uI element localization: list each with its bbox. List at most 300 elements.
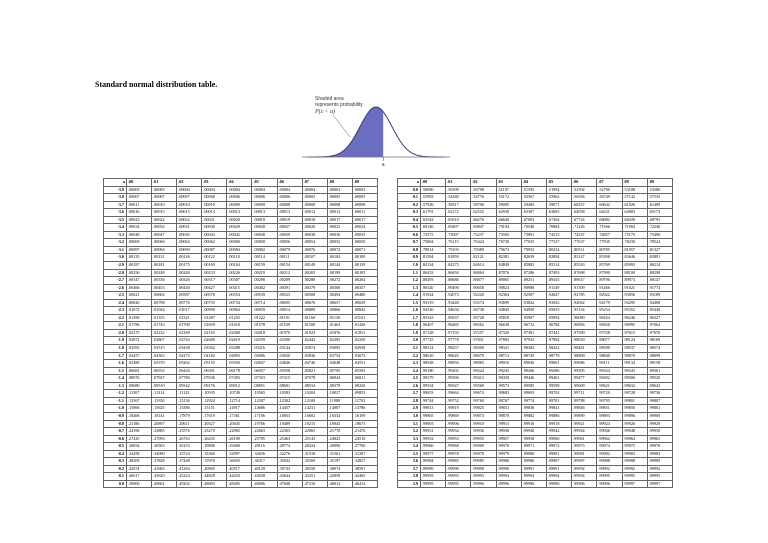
z-table-negative: [103, 178, 378, 488]
probability-cell: .97982: [546, 337, 571, 345]
header-col: .06: [572, 179, 597, 187]
probability-cell: .02938: [352, 345, 377, 353]
probability-cell: .77637: [572, 239, 597, 247]
probability-cell: .00005: [327, 194, 352, 202]
probability-cell: .00131: [152, 254, 177, 262]
probability-cell: .00006: [277, 194, 302, 202]
probability-cell: .64803: [622, 209, 647, 217]
probability-cell: .74537: [572, 231, 597, 239]
z-value-cell: -0.5: [104, 443, 127, 451]
z-value-cell: 3.4: [398, 443, 421, 451]
probability-cell: .00219: [252, 269, 277, 277]
probability-cell: .00010: [152, 201, 177, 209]
z-value-cell: -1.4: [104, 375, 127, 383]
probability-cell: .37448: [177, 458, 202, 466]
probability-cell: .04363: [152, 352, 177, 360]
header-col: .03: [496, 179, 521, 187]
probability-cell: .67003: [521, 216, 546, 224]
probability-cell: .65910: [446, 216, 471, 224]
probability-cell: .85083: [521, 262, 546, 270]
probability-cell: .99960: [546, 435, 571, 443]
probability-cell: .99861: [647, 405, 672, 413]
probability-cell: .01044: [152, 307, 177, 315]
probability-cell: .83891: [647, 254, 672, 262]
probability-cell: .23270: [202, 428, 227, 436]
probability-cell: .00427: [202, 284, 227, 292]
probability-cell: .99736: [647, 390, 672, 398]
probability-cell: .94630: [446, 307, 471, 315]
probability-cell: .00071: [352, 246, 377, 254]
probability-cell: .99781: [546, 397, 571, 405]
probability-cell: .01539: [277, 322, 302, 330]
probability-cell: .99991: [546, 465, 571, 473]
probability-cell: .99968: [446, 443, 471, 451]
probability-cell: .00035: [352, 231, 377, 239]
table-row: [104, 269, 378, 277]
probability-cell: .92922: [597, 292, 622, 300]
probability-cell: .65542: [421, 216, 446, 224]
probability-cell: .75175: [622, 231, 647, 239]
probability-cell: .99674: [471, 390, 496, 398]
probability-cell: .09012: [227, 382, 252, 390]
probability-cell: .99869: [446, 412, 471, 420]
table-row: [398, 322, 673, 330]
header-col: .08: [622, 179, 647, 187]
probability-cell: .65173: [647, 209, 672, 217]
probability-cell: .01970: [277, 329, 302, 337]
probability-cell: .96784: [546, 322, 571, 330]
probability-cell: .99973: [572, 443, 597, 451]
z-value-cell: -1.0: [104, 405, 127, 413]
probability-cell: .97558: [597, 329, 622, 337]
probability-cell: .46017: [127, 473, 152, 481]
probability-cell: .02807: [152, 337, 177, 345]
probability-cell: .99966: [421, 443, 446, 451]
probability-cell: .66640: [496, 216, 521, 224]
probability-cell: .99878: [496, 412, 521, 420]
probability-cell: .96164: [597, 314, 622, 322]
probability-cell: .00554: [227, 292, 252, 300]
probability-cell: .00018: [302, 216, 327, 224]
probability-cell: .01101: [352, 314, 377, 322]
probability-cell: .00159: [252, 262, 277, 270]
probability-cell: .49601: [152, 480, 177, 488]
probability-cell: .37070: [202, 458, 227, 466]
probability-cell: .00570: [202, 292, 227, 300]
probability-cell: .99994: [546, 473, 571, 481]
table-row: [398, 412, 673, 420]
probability-cell: .80511: [572, 246, 597, 254]
probability-cell: .05155: [202, 360, 227, 368]
probability-cell: .99728: [622, 390, 647, 398]
z-value-cell: -2.3: [104, 307, 127, 315]
probability-cell: .99916: [521, 420, 546, 428]
header-col: .02: [177, 179, 202, 187]
probability-cell: .02680: [202, 337, 227, 345]
probability-cell: .99752: [446, 397, 471, 405]
probability-cell: .00587: [177, 292, 202, 300]
probability-cell: .99953: [446, 435, 471, 443]
probability-cell: .99632: [622, 382, 647, 390]
probability-cell: .00755: [202, 299, 227, 307]
table-row: [398, 420, 673, 428]
probability-cell: .67724: [572, 216, 597, 224]
probability-cell: .99767: [496, 397, 521, 405]
probability-cell: .57535: [647, 194, 672, 202]
probability-cell: .99992: [597, 465, 622, 473]
probability-cell: .99964: [622, 435, 647, 443]
probability-cell: .50399: [446, 186, 471, 194]
probability-cell: .96995: [622, 322, 647, 330]
probability-cell: .00023: [127, 216, 152, 224]
probability-cell: .00842: [352, 307, 377, 315]
probability-cell: .00026: [302, 224, 327, 232]
probability-cell: .89065: [496, 277, 521, 285]
probability-cell: .99997: [647, 480, 672, 488]
probability-cell: .00233: [202, 269, 227, 277]
probability-cell: .88877: [471, 277, 496, 285]
probability-cell: .00034: [127, 224, 152, 232]
probability-cell: .37828: [152, 458, 177, 466]
probability-cell: .97725: [421, 337, 446, 345]
probability-cell: .99683: [496, 390, 521, 398]
probability-cell: .89973: [622, 277, 647, 285]
table-row: [398, 284, 673, 292]
probability-cell: .72907: [446, 231, 471, 239]
table-row: [398, 375, 673, 383]
probability-cell: .95352: [622, 307, 647, 315]
probability-cell: .42074: [127, 465, 152, 473]
probability-cell: .70540: [521, 224, 546, 232]
probability-cell: .00368: [327, 284, 352, 292]
probability-cell: .95154: [572, 307, 597, 315]
probability-cell: .99305: [572, 367, 597, 375]
probability-cell: .00866: [327, 307, 352, 315]
probability-cell: .99492: [597, 375, 622, 383]
probability-cell: .69497: [446, 224, 471, 232]
probability-cell: .96638: [496, 322, 521, 330]
probability-cell: .92073: [446, 292, 471, 300]
probability-cell: .00010: [177, 201, 202, 209]
probability-cell: .00005: [127, 186, 152, 194]
probability-cell: .98809: [572, 352, 597, 360]
probability-cell: .00621: [127, 292, 152, 300]
probability-cell: .00280: [302, 277, 327, 285]
table-row: [104, 428, 378, 436]
probability-cell: .99965: [647, 435, 672, 443]
probability-cell: .81859: [446, 254, 471, 262]
z-value-cell: 1.4: [398, 292, 421, 300]
probability-cell: .00056: [277, 239, 302, 247]
header-col: .00: [127, 179, 152, 187]
probability-cell: .68439: [622, 216, 647, 224]
figure-formula: P(z < a): [315, 109, 336, 115]
probability-cell: .01017: [177, 307, 202, 315]
probability-cell: .10565: [252, 390, 277, 398]
probability-cell: .00453: [152, 284, 177, 292]
probability-cell: .99851: [597, 405, 622, 413]
figure-caption-line-1: Shaded area: [315, 96, 344, 102]
probability-cell: .03673: [352, 352, 377, 360]
probability-cell: .99379: [421, 375, 446, 383]
table-row: [104, 480, 378, 488]
probability-cell: .00005: [302, 194, 327, 202]
z-value-cell: -3.6: [104, 209, 127, 217]
probability-cell: .00379: [302, 284, 327, 292]
probability-cell: .00017: [327, 216, 352, 224]
z-value-cell: -1.7: [104, 352, 127, 360]
z-value-cell: -0.3: [104, 458, 127, 466]
probability-cell: .99989: [647, 458, 672, 466]
probability-cell: .05262: [177, 360, 202, 368]
probability-cell: .00052: [327, 239, 352, 247]
probability-cell: .97615: [622, 329, 647, 337]
probability-cell: .05821: [302, 367, 327, 375]
probability-cell: .39358: [302, 465, 327, 473]
probability-cell: .18141: [152, 412, 177, 420]
probability-cell: .30153: [177, 443, 202, 451]
z-value-cell: 0.7: [398, 239, 421, 247]
probability-cell: .99711: [572, 390, 597, 398]
probability-cell: .21476: [352, 428, 377, 436]
probability-cell: .36693: [227, 458, 252, 466]
table-row: [104, 277, 378, 285]
probability-cell: .59095: [496, 201, 521, 209]
table-row: [104, 420, 378, 428]
probability-cell: .99988: [622, 458, 647, 466]
probability-cell: .00122: [202, 254, 227, 262]
probability-cell: .00336: [152, 277, 177, 285]
probability-cell: .99931: [421, 428, 446, 436]
probability-cell: .22965: [227, 428, 252, 436]
z-value-cell: -1.9: [104, 337, 127, 345]
probability-cell: .97257: [471, 329, 496, 337]
header-col: .09: [647, 179, 672, 187]
probability-cell: .00013: [277, 209, 302, 217]
z-value-cell: 3.9: [398, 480, 421, 488]
header-col: .08: [327, 179, 352, 187]
z-value-cell: -2.9: [104, 262, 127, 270]
probability-cell: .55172: [496, 194, 521, 202]
probability-cell: .99944: [572, 428, 597, 436]
probability-cell: .00964: [227, 307, 252, 315]
z-value-cell: -0.6: [104, 435, 127, 443]
header-col: .05: [252, 179, 277, 187]
probability-cell: .38591: [352, 465, 377, 473]
header-a: a: [398, 179, 421, 187]
probability-cell: .98840: [597, 352, 622, 360]
table-row: [104, 292, 378, 300]
probability-cell: .99801: [622, 397, 647, 405]
probability-cell: .91149: [546, 284, 571, 292]
probability-cell: .99760: [471, 397, 496, 405]
z-value-cell: -2.8: [104, 269, 127, 277]
probability-cell: .52790: [597, 186, 622, 194]
probability-cell: .00022: [152, 216, 177, 224]
probability-cell: .00272: [327, 277, 352, 285]
table-row: [398, 367, 673, 375]
probability-cell: .00307: [227, 277, 252, 285]
probability-cell: .99893: [597, 412, 622, 420]
probability-cell: .00006: [202, 194, 227, 202]
page-title: Standard normal distribution table.: [95, 80, 218, 89]
probability-cell: .93319: [421, 299, 446, 307]
probability-cell: .14007: [327, 405, 352, 413]
header-col: .06: [277, 179, 302, 187]
probability-cell: .19215: [302, 420, 327, 428]
z-value-cell: -0.1: [104, 473, 127, 481]
probability-cell: .98778: [546, 352, 571, 360]
probability-cell: .95449: [647, 307, 672, 315]
probability-cell: .44433: [227, 473, 252, 481]
table-row: [398, 246, 673, 254]
probability-cell: .06681: [127, 367, 152, 375]
probability-cell: .99996: [546, 480, 571, 488]
probability-cell: .08379: [327, 382, 352, 390]
probability-cell: .24196: [127, 428, 152, 436]
probability-cell: .14686: [252, 405, 277, 413]
z-value-cell: -2.5: [104, 292, 127, 300]
z-value-cell: 2.1: [398, 345, 421, 353]
probability-cell: .01160: [302, 314, 327, 322]
probability-cell: .12924: [202, 397, 227, 405]
probability-cell: .78230: [622, 239, 647, 247]
probability-cell: .08851: [252, 382, 277, 390]
table-row: [104, 397, 378, 405]
probability-cell: .99036: [521, 360, 546, 368]
probability-cell: .00040: [252, 231, 277, 239]
probability-cell: .64058: [572, 209, 597, 217]
probability-cell: .99938: [496, 428, 521, 436]
probability-cell: .00256: [127, 269, 152, 277]
probability-cell: .00104: [327, 254, 352, 262]
probability-cell: .99882: [521, 412, 546, 420]
probability-cell: .99621: [597, 382, 622, 390]
probability-cell: .98574: [647, 345, 672, 353]
probability-cell: .35569: [302, 458, 327, 466]
probability-cell: .99547: [446, 382, 471, 390]
z-value-cell: 2.2: [398, 352, 421, 360]
probability-cell: .04272: [177, 352, 202, 360]
probability-cell: .98537: [622, 345, 647, 353]
table-row: [398, 314, 673, 322]
table-row: [104, 450, 378, 458]
probability-cell: .99990: [446, 465, 471, 473]
probability-cell: .35942: [277, 458, 302, 466]
probability-cell: .51994: [546, 186, 571, 194]
probability-cell: .99977: [421, 450, 446, 458]
probability-cell: .02330: [352, 337, 377, 345]
probability-cell: .99846: [572, 405, 597, 413]
normal-curve-figure: [288, 85, 488, 169]
probability-cell: .82381: [496, 254, 521, 262]
probability-cell: .01786: [127, 322, 152, 330]
probability-cell: .00480: [352, 292, 377, 300]
probability-cell: .59871: [546, 201, 571, 209]
x-axis-label-a: a: [381, 162, 385, 168]
table-row: [104, 322, 378, 330]
probability-cell: .02385: [327, 337, 352, 345]
z-value-cell: -3.5: [104, 216, 127, 224]
table-row: [398, 345, 673, 353]
probability-cell: .52392: [572, 186, 597, 194]
table-row: [398, 428, 673, 436]
probability-cell: .05705: [327, 367, 352, 375]
table-row: [104, 254, 378, 262]
probability-cell: .32997: [227, 450, 252, 458]
header-col: .04: [227, 179, 252, 187]
probability-cell: .78524: [647, 239, 672, 247]
probability-cell: .91621: [622, 284, 647, 292]
probability-cell: .99995: [597, 473, 622, 481]
probability-cell: .00776: [177, 299, 202, 307]
probability-cell: .11123: [177, 390, 202, 398]
table-row: [104, 443, 378, 451]
z-value-cell: -2.6: [104, 284, 127, 292]
probability-cell: .00032: [152, 224, 177, 232]
probability-cell: .00181: [152, 262, 177, 270]
z-value-cell: -2.1: [104, 322, 127, 330]
z-value-cell: 0.8: [398, 246, 421, 254]
probability-cell: .99990: [496, 465, 521, 473]
probability-cell: .99961: [572, 435, 597, 443]
probability-cell: .99774: [521, 397, 546, 405]
probability-cell: .11702: [352, 397, 377, 405]
z-value-cell: 3.8: [398, 473, 421, 481]
probability-cell: .93943: [546, 299, 571, 307]
probability-cell: .95254: [597, 307, 622, 315]
probability-cell: .03216: [252, 345, 277, 353]
probability-cell: .71566: [597, 224, 622, 232]
probability-cell: .48006: [252, 480, 277, 488]
probability-cell: .99506: [622, 375, 647, 383]
probability-cell: .95728: [471, 314, 496, 322]
probability-cell: .00199: [327, 269, 352, 277]
probability-cell: .90147: [647, 277, 672, 285]
probability-cell: .95994: [546, 314, 571, 322]
probability-cell: .98461: [572, 345, 597, 353]
probability-cell: .12302: [277, 397, 302, 405]
probability-cell: .99979: [496, 450, 521, 458]
z-value-cell: -3.7: [104, 201, 127, 209]
probability-cell: .92364: [496, 292, 521, 300]
probability-cell: .00154: [277, 262, 302, 270]
probability-cell: .00027: [277, 224, 302, 232]
probability-cell: .00139: [352, 262, 377, 270]
probability-cell: .05592: [352, 367, 377, 375]
probability-cell: .99975: [622, 443, 647, 451]
probability-cell: .21186: [127, 420, 152, 428]
probability-cell: .90824: [496, 284, 521, 292]
probability-cell: .07780: [177, 375, 202, 383]
probability-cell: .00021: [202, 216, 227, 224]
table-row: [104, 284, 378, 292]
probability-cell: .04746: [302, 360, 327, 368]
z-value-cell: 2.5: [398, 375, 421, 383]
probability-cell: .99396: [446, 375, 471, 383]
probability-cell: .00050: [352, 239, 377, 247]
probability-cell: .99978: [471, 450, 496, 458]
table-row: [104, 405, 378, 413]
table-row: [104, 194, 378, 202]
probability-cell: .86214: [647, 262, 672, 270]
z-value-cell: -3.4: [104, 224, 127, 232]
probability-cell: .94950: [521, 307, 546, 315]
probability-cell: .99825: [471, 405, 496, 413]
probability-cell: .99974: [597, 443, 622, 451]
probability-cell: .75490: [647, 231, 672, 239]
probability-cell: .76730: [496, 239, 521, 247]
